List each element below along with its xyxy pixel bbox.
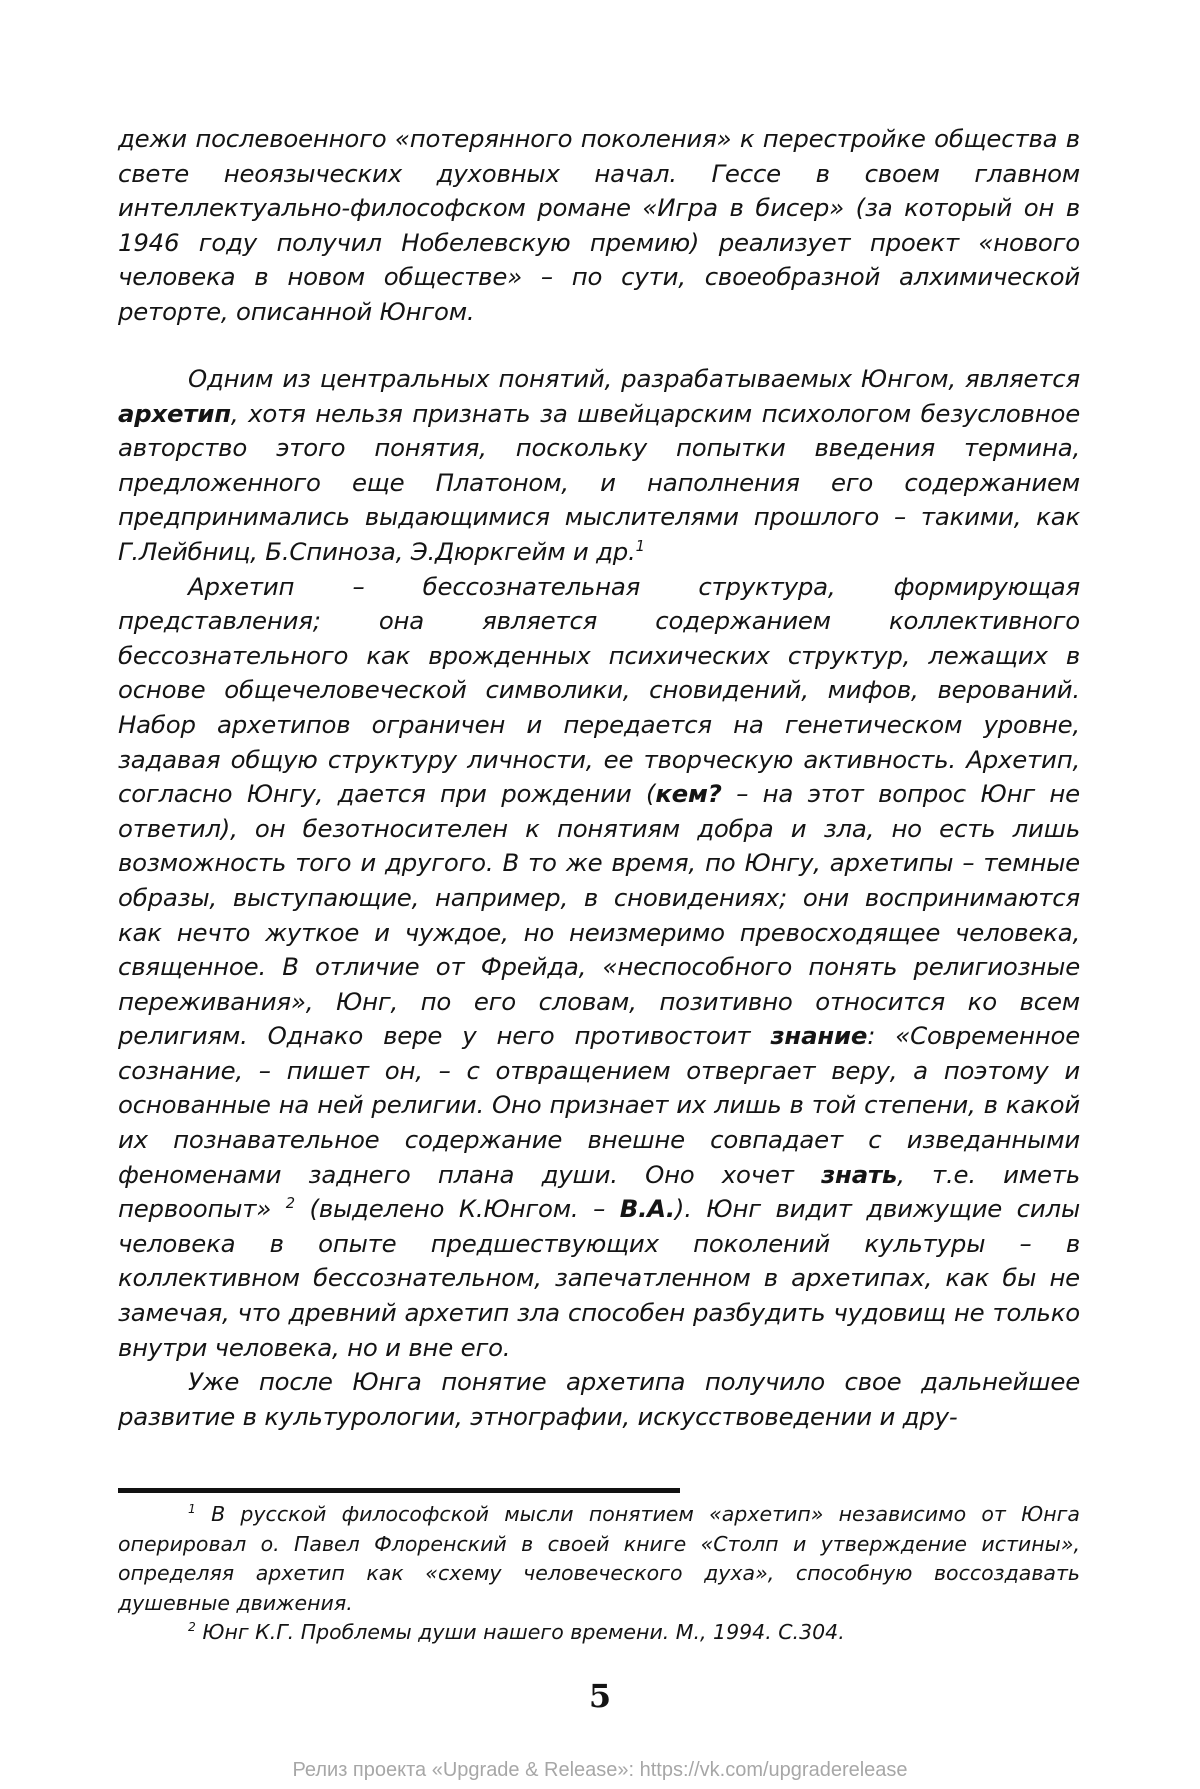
bold-term: знание [770,1021,868,1051]
footnote-1 [118,1500,1080,1618]
footnote-ref: 1 [635,537,645,555]
paragraph-archetype-definition [118,570,1080,1366]
footnote-text: Юнг К.Г. Проблемы души нашего времени. М., 1994. С.304. [195,1620,845,1644]
footnotes [118,1500,1080,1648]
text-span: , т.е. иметь первоопыт» [118,1159,1080,1224]
text-span: – на этот вопрос Юнг не ответил), он безотносителен к понятиям добра и зла, но есть лишь возможность того и другого. В то же время, по Юнгу, архетипы – темные образы, выступающие, например, в сновидениях; они воспринимаются как нечто жуткое и чуждое, но неизмеримо превосходящее человека, священное. В отличие от Фрейда, «неспособного понять религиозные переживания», Юнг, по его словам, позитивно относится ко всем религиям. Однако вере у него противостоит [118,779,1080,1051]
bold-term: В.А. [619,1194,675,1224]
release-watermark: Релиз проекта «Upgrade & Release»: https://vk.com/upgraderelease [292,1759,908,1781]
bold-term: кем? [655,779,722,809]
footnote-divider [118,1488,680,1493]
text-span: ). Юнг видит движущие силы человека в опыте предшествующих поколений культуры – в коллективном бессознательном, запечатленном в архетипах, как бы не замечая, что древний архетип зла способен разбудить чудовищ не только внутри человека, но и вне его. [118,1194,1080,1362]
text-span: (выделено К.Юнгом. – [294,1194,620,1224]
footnote-ref: 2 [285,1195,295,1213]
bold-term: знать [821,1159,898,1189]
text-span: , хотя нельзя признать за швейцарским психологом безусловное авторство этого понятия, поскольку попытки введения термина, предложенного еще Платоном, и наполнения его содержанием предпринимались выдающимися мыслителями прошлого – такими, как Г.Лейбниц, Б.Спиноза, Э.Дюркгейм и др. [118,398,1080,566]
body-text-top [118,122,1080,330]
body-text-main [118,362,1080,1434]
page-number: 5 [588,1677,612,1715]
footnote-mark: 2 [188,1620,196,1635]
text-span: Архетип – бессознательная структура, формирующая представления; она является содержанием коллективного бессознательного как врожденных психических структур, лежащих в основе общечеловеческой символики, сновидений, мифов, верований. Набор архетипов ограничен и передается на генетическом уровне, задавая общую структуру личности, ее творческую активность. Архетип, согласно Юнгу, дается при рождении ( [118,571,1080,809]
paragraph-continuation: дежи послевоенного «потерянного поколения» к перестройке общества в свете неоязыческих духовных начал. Гессе в своем главном интеллектуально-философском романе «Игра в бисер» (за который он в 1946 году получил Нобелевскую премию) реализует проект «нового человека в новом обществе» – по сути, своеобразной алхимической реторте, описанной Юнгом. [118,124,1080,326]
paragraph-archetype-intro [118,362,1080,570]
footnote-2 [118,1618,1080,1648]
bold-term: архетип [118,398,231,428]
footnote-text: В русской философской мысли понятием «архетип» независимо от Юнга оперировал о. Павел Флоренский в своей книге «Столп и утверждение истины», определяя архетип как «схему человеческого духа», способную воссоздавать душевные движения. [118,1502,1080,1615]
text-span: Одним из центральных понятий, разрабатываемых Юнгом, является [188,364,1080,393]
text-span: : «Современное сознание, – пишет он, – с отвращением отвергает веру, а поэтому и основанные на ней религии. Оно признает их лишь в той степени, в какой их познавательное содержание внешне совпадает с изведанными феноменами заднего плана души. Оно хочет [118,1021,1081,1189]
paragraph-after-jung: Уже после Юнга понятие архетипа получило свое дальнейшее развитие в культурологии, этнографии, искусствоведении и дру- [118,1367,1080,1431]
footnote-mark: 1 [188,1502,196,1517]
